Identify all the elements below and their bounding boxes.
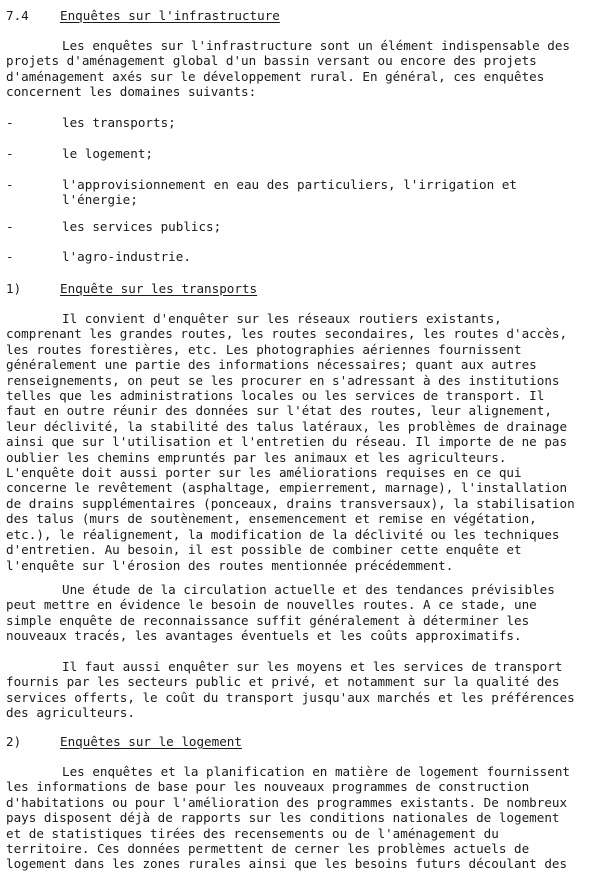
paragraph (6, 764, 588, 872)
subsection-heading (6, 734, 242, 749)
list-dash: - (6, 146, 14, 161)
text-line: pays disposent déjà de rapports sur les conditions nationales de logement (6, 810, 560, 826)
list-item (6, 249, 191, 264)
list-item (6, 219, 221, 234)
text-line: logement dans les zones rurales ainsi que les besoins futurs découlant des (6, 856, 568, 872)
paragraph (6, 659, 588, 721)
list-item-text: le logement; (62, 146, 153, 161)
text-line: fournis par les secteurs public et privé, et notamment sur la qualité des (6, 674, 560, 690)
text-line: Il faut aussi enquêter sur les moyens et les services de transport (62, 659, 563, 674)
text-line: généralement une partie des informations nécessaires; quant aux autres (6, 357, 537, 373)
text-line: simple enquête de reconnaissance suffit généralement à déterminer les (6, 612, 530, 628)
text-line: et de statistiques tirées des recensements ou de l'aménagement du (6, 825, 499, 841)
list-item (6, 146, 153, 161)
subsection-heading (6, 281, 257, 296)
text-line: concerne le revêtement (asphaltage, empierrement, marnage), l'installation (6, 480, 568, 496)
subsection-number: 1) (6, 281, 22, 296)
section-heading (6, 8, 280, 23)
text-line: L'enquête doit aussi porter sur les améliorations requises en ce qui (6, 465, 522, 481)
list-item (6, 177, 517, 208)
text-line: Les enquêtes et la planification en matière de logement fournissent (62, 764, 570, 779)
text-line: comprenant les grandes routes, les routes secondaires, les routes d'accès, (6, 326, 568, 342)
paragraph (6, 582, 588, 644)
text-line: Il convient d'enquêter sur les réseaux routiers existants, (62, 311, 502, 326)
text-line: faut en outre réunir des données sur l'état des routes, leur alignement, (6, 403, 552, 419)
text-line: concernent les domaines suivants: (6, 84, 257, 100)
text-line: projets d'aménagement global d'un bassin versant ou encore des projets (6, 53, 537, 69)
text-line: Les enquêtes sur l'infrastructure sont un élément indispensable des (62, 38, 570, 53)
text-line: Une étude de la circulation actuelle et des tendances prévisibles (62, 582, 555, 597)
subsection-number: 2) (6, 734, 22, 749)
section-number: 7.4 (6, 8, 29, 23)
list-item-text: l'approvisionnement en eau des particuliers, l'irrigation et (62, 177, 517, 192)
text-line: territoire. Ces données permettent de cerner les problèmes actuels de (6, 841, 530, 857)
paragraph (6, 311, 588, 573)
list-item-text: l'énergie; (62, 192, 138, 208)
text-line: l'enquête sur l'érosion des routes mentionnée précédemment. (6, 557, 454, 573)
text-line: oublier les chemins empruntés par les animaux et les agriculteurs. (6, 449, 507, 465)
list-dash: - (6, 115, 14, 130)
text-line: nouveaux tracés, les avantages éventuels et les coûts approximatifs. (6, 628, 522, 644)
text-line: d'habitations ou pour l'amélioration des programmes existants. De nombreux (6, 794, 568, 810)
subsection-title: Enquêtes sur le logement (60, 734, 242, 749)
list-dash: - (6, 177, 14, 192)
text-line: d'entretien. Au besoin, il est possible de combiner cette enquête et (6, 542, 522, 558)
text-line: les informations de base pour les nouveaux programmes de construction (6, 779, 530, 795)
text-line: des talus (murs de soutènement, ensemencement et remise en végétation, (6, 511, 537, 527)
text-line: peut mettre en évidence le besoin de nouvelles routes. A ce stade, une (6, 597, 537, 613)
text-line: leur déclivité, la stabilité des talus latéraux, les problèmes de drainage (6, 418, 568, 434)
text-line: des agriculteurs. (6, 705, 135, 721)
text-line: ainsi que sur l'utilisation et l'entretien du réseau. Il importe de ne pas (6, 434, 568, 450)
list-item-text: l'agro-industrie. (62, 249, 191, 264)
list-item (6, 115, 176, 130)
list-dash: - (6, 249, 14, 264)
text-line: les routes forestières, etc. Les photographies aériennes fournissent (6, 341, 522, 357)
list-dash: - (6, 219, 14, 234)
list-item-text: les services publics; (62, 219, 222, 234)
text-line: telles que les administrations locales ou les services de transport. Il (6, 388, 545, 404)
text-line: etc.), le réalignement, la modification de la déclivité ou les techniques (6, 526, 560, 542)
subsection-title: Enquête sur les transports (60, 281, 258, 296)
text-line: services offerts, le coût du transport jusqu'aux marchés et les préférences (6, 689, 575, 705)
text-line: de drains supplémentaires (ponceaux, drains transversaux), la stabilisation (6, 495, 575, 511)
list-item-text: les transports; (62, 115, 176, 130)
text-line: d'aménagement axés sur le développement rural. En général, ces enquêtes (6, 68, 545, 84)
intro-paragraph (6, 38, 588, 100)
text-line: renseignements, on peut se les procurer en s'adressant à des institutions (6, 372, 560, 388)
section-title: Enquêtes sur l'infrastructure (60, 8, 280, 23)
